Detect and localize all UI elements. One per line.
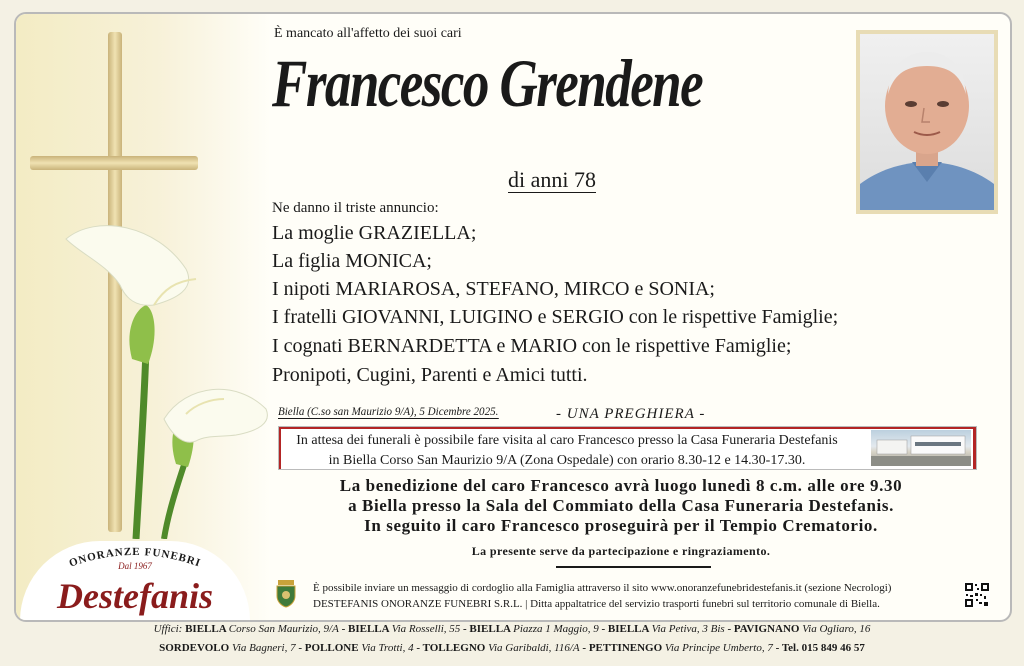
footer-separator: - xyxy=(295,642,305,654)
footer-separator: - xyxy=(413,642,423,654)
funeral-home-photo xyxy=(871,430,971,466)
qr-code-icon xyxy=(964,582,990,608)
obituary-card xyxy=(14,12,1012,622)
office-address: Via Trotti, 4 xyxy=(361,642,414,654)
relative-line: I nipoti MARIAROSA, STEFANO, MIRCO e SONIA; xyxy=(272,278,715,300)
office-phone: Tel. 015 849 46 57 xyxy=(781,642,865,654)
office-city: BIELLA xyxy=(185,623,229,635)
footer-separator: - xyxy=(338,623,348,635)
portrait-photo xyxy=(856,30,998,214)
office-city: BIELLA xyxy=(347,623,392,635)
footer-separator: - xyxy=(579,642,589,654)
visit-line: in Biella Corso San Maurizio 9/A (Zona Ospedale) con orario 8.30-12 e 14.30-17.30. xyxy=(328,453,806,468)
footer-separator: - xyxy=(598,623,608,635)
biella-crest-icon xyxy=(274,578,298,608)
calla-lilies-image xyxy=(36,209,276,539)
notes xyxy=(313,580,891,612)
office-address: Corso San Maurizio, 9/A xyxy=(228,623,339,635)
offices-label: Uffici: xyxy=(153,623,186,635)
note-line: DESTEFANIS ONORANZE FUNEBRI S.R.L. | Ditta appaltatrice del servizio trasporti funebri sul territorio comunale di Biella. xyxy=(313,598,880,610)
visit-info-box xyxy=(278,426,977,470)
office-city: SORDEVOLO xyxy=(159,642,232,654)
visit-line: In attesa dei funerali è possibile fare visita al caro Francesco presso la Casa Funeraria Destefanis xyxy=(296,433,838,448)
announce-text: Ne danno il triste annuncio: xyxy=(272,200,439,216)
office-city: PETTINENGO xyxy=(588,642,665,654)
blessing-line: a Biella presso la Sala del Commiato della Casa Funeraria Destefanis. xyxy=(348,496,894,515)
office-address: Via Bagneri, 7 xyxy=(231,642,296,654)
footer-row-2 xyxy=(0,639,1024,658)
office-address: Via Garibaldi, 116/A xyxy=(488,642,580,654)
office-address: Piazza 1 Maggio, 9 xyxy=(513,623,599,635)
office-city: TOLLEGNO xyxy=(422,642,489,654)
relative-line: Pronipoti, Cugini, Parenti e Amici tutti. xyxy=(272,364,588,386)
visit-text xyxy=(287,431,847,471)
office-city: POLLONE xyxy=(304,642,362,654)
blessing-line: La benedizione del caro Francesco avrà luogo lunedì 8 c.m. alle ore 9.30 xyxy=(339,476,903,495)
relative-line: I cognati BERNARDETTA e MARIO con le rispettive Famiglie; xyxy=(272,335,792,357)
footer-separator: - xyxy=(460,623,470,635)
cross-horizontal xyxy=(30,156,198,170)
svg-text:ONORANZE FUNEBRI: ONORANZE FUNEBRI xyxy=(67,545,203,570)
office-address: Via Rosselli, 55 xyxy=(391,623,461,635)
blessing-text xyxy=(256,476,986,536)
footer-offices xyxy=(0,620,1024,658)
relative-line: La figlia MONICA; xyxy=(272,250,432,272)
intro-text: È mancato all'affetto dei suoi cari xyxy=(274,26,462,41)
office-city: PAVIGNANO xyxy=(733,623,803,635)
footer-separator: - xyxy=(772,642,782,654)
destefanis-logo xyxy=(20,529,250,619)
logo-since: Dal 1967 xyxy=(118,561,152,571)
office-city: BIELLA xyxy=(607,623,652,635)
footer-row-1 xyxy=(0,620,1024,639)
thanks-text: La presente serve da partecipazione e ringraziamento. xyxy=(471,544,771,558)
office-address: Via Petiva, 3 Bis xyxy=(651,623,725,635)
office-address: Via Principe Umberto, 7 xyxy=(664,642,773,654)
office-city: BIELLA xyxy=(469,623,514,635)
office-address: Via Ogliaro, 16 xyxy=(802,623,871,635)
relative-line: I fratelli GIOVANNI, LUIGINO e SERGIO con le rispettive Famiglie; xyxy=(272,306,839,328)
footer-separator: - xyxy=(724,623,734,635)
note-line: È possibile inviare un messaggio di cordoglio alla Famiglia attraverso il sito www.onoranzefunebridestefanis.it (sezione Necrologi) xyxy=(313,582,892,594)
divider xyxy=(556,566,711,568)
age-text: di anni 78 xyxy=(508,167,596,192)
logo-brand: Destefanis xyxy=(57,576,213,616)
portrait-figure xyxy=(860,34,994,210)
deceased-name: Francesco Grendene xyxy=(272,45,703,121)
relative-line: La moglie GRAZIELLA; xyxy=(272,222,477,244)
blessing-line: In seguito il caro Francesco proseguirà per il Tempio Crematorio. xyxy=(364,516,878,535)
place-date: Biella (C.so san Maurizio 9/A), 5 Dicembre 2025. xyxy=(278,404,499,418)
prayer-heading: - UNA PREGHIERA - xyxy=(556,406,706,422)
